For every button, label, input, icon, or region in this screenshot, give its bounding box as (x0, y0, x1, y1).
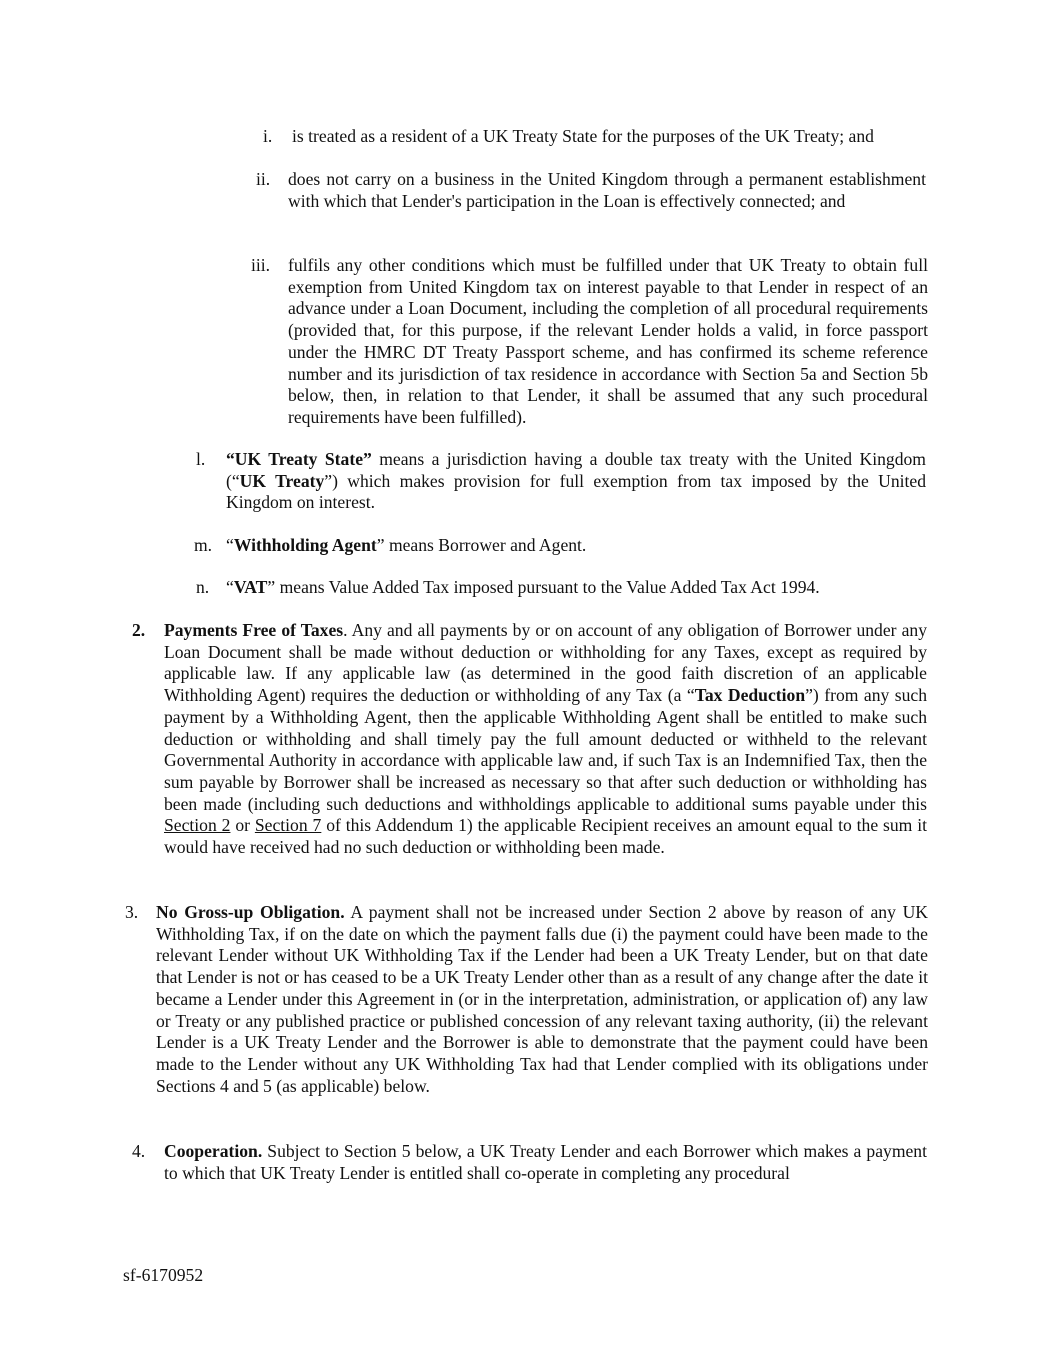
section-2-link[interactable]: Section 2 (164, 815, 231, 836)
section-3-heading: No Gross-up Obligation. (156, 902, 345, 922)
section-2-body: Payments Free of Taxes. Any and all payments by or on account of any obligation of Borrower under any Loan Document shall be made without deduction or withholding for any Taxes, except as required by applicable law. If any applicable law (as determined in the good faith discretion of an applicable Withholding Agent) requires the deduction or withholding of any Tax (a “Tax Deduction”) from any such payment by a Withholding Agent, then the applicable Withholding Agent shall be entitled to make such deduction or withholding and shall timely pay the full amount deducted or withheld to the relevant Governmental Authority in accordance with applicable law and, if such Tax is an Indemnified Tax, then the sum payable by Borrower shall be increased as necessary so that after such deduction or withholding has been made (including such deductions and withholdings applicable to additional sums payable under this Section 2 or Section 7 of this Addendum 1) the applicable Recipient receives an amount equal to the sum it would have received had no such deduction or withholding been made. (164, 620, 928, 858)
item-iii-number: iii. (251, 255, 271, 275)
item-m-term: Withholding Agent (233, 535, 377, 555)
item-n-letter: n. (196, 577, 210, 597)
item-m-definition: “Withholding Agent” means Borrower and Agent. (226, 535, 587, 555)
item-i-text: is treated as a resident of a UK Treaty State for the purposes of the UK Treaty; and (292, 126, 874, 146)
item-ii-text: does not carry on a business in the United Kingdom through a permanent establishment with which that Lender's participation in the Loan is effectively connected; and (288, 169, 926, 211)
item-n-term: VAT (233, 577, 268, 597)
item-i-number: i. (263, 126, 273, 146)
section-4-heading: Cooperation. (164, 1141, 263, 1161)
section-4-body: Cooperation. Subject to Section 5 below, a UK Treaty Lender and each Borrower which makes a payment to which that UK Treaty Lender is entitled shall co-operate in completing any procedural (164, 1141, 927, 1183)
section-3-body: No Gross-up Obligation. A payment shall not be increased under Section 2 above by reason of any UK Withholding Tax, if on the date on which the payment falls due (i) the payment could have been made to the relevant Lender without UK Withholding Tax if the Lender had been a UK Treaty Lender, but on that date that Lender is not or has ceased to be a UK Treaty Lender other than as a result of any change after the date it became a Lender under this Agreement in (or in the interpretation, administration, or application of) any law or Treaty or any published practice or published concession of any relevant taxing authority, (ii) the relevant Lender is a UK Treaty Lender and the Borrower is able to demonstrate that the payment could have been made to the Lender without any UK Withholding Tax had that Lender complied with its obligations under Sections 4 and 5 (as applicable) below. (156, 902, 928, 1096)
item-m-letter: m. (194, 535, 213, 555)
item-l-term: “UK Treaty State” (226, 449, 372, 469)
document-id-footer: sf-6170952 (123, 1265, 204, 1285)
item-l-letter: l. (196, 449, 206, 469)
item-iii-text: fulfils any other conditions which must be fulfilled under that UK Treaty to obtain full exemption from United Kingdom tax on interest payable to that Lender in respect of an advance under a Loan Document, including the completion of all procedural requirements (provided that, for this purpose, if the relevant Lender holds a valid, in force passport under the HMRC DT Treaty Passport scheme, and has confirmed its scheme reference number and its jurisdiction of tax residence in accordance with Section 5a and Section 5b below, then, in relation to that Lender, it shall be assumed that any such procedural requirements have been fulfilled). (288, 255, 928, 427)
item-l-term2: UK Treaty (239, 470, 325, 491)
item-n-definition: “VAT” means Value Added Tax imposed pursuant to the Value Added Tax Act 1994. (226, 577, 820, 597)
section-2-heading: Payments Free of Taxes (164, 620, 344, 640)
item-l-definition: “UK Treaty State” means a jurisdiction having a double tax treaty with the United Kingdom (“UK Treaty”) which makes provision for full exemption from tax imposed by the United Kingdom on interest. (226, 449, 927, 513)
section-7-link[interactable]: Section 7 (254, 815, 322, 836)
section-3-number: 3. (125, 902, 139, 922)
tax-deduction-term: Tax Deduction (694, 685, 806, 706)
section-2-number: 2. (132, 620, 146, 640)
section-4-number: 4. (132, 1141, 146, 1161)
item-ii-number: ii. (256, 169, 271, 189)
